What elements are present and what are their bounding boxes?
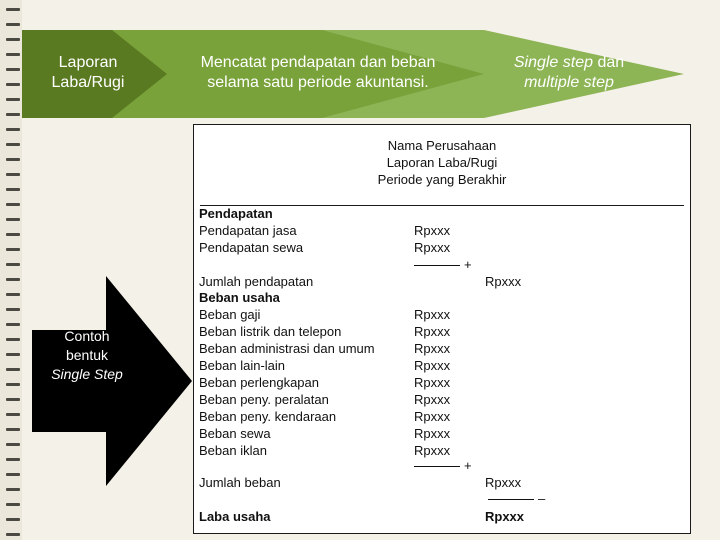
arrow-label: Contoh bentuk Single Step <box>51 328 123 382</box>
beban-item-label: Beban sewa <box>199 426 271 441</box>
pendapatan-item-label: Pendapatan sewa <box>199 240 304 255</box>
spine-mark <box>6 188 20 191</box>
spine-mark <box>6 458 20 461</box>
spine-mark <box>6 248 20 251</box>
beban-item-amount: Rpxxx <box>414 426 451 441</box>
spine-mark <box>6 518 20 521</box>
beban-item-amount: Rpxxx <box>414 443 451 458</box>
minus-sign: – <box>538 491 546 506</box>
sum-line <box>414 466 460 467</box>
spine-mark <box>6 368 20 371</box>
beban-item-label: Beban administrasi dan umum <box>199 341 375 356</box>
spine-mark <box>6 278 20 281</box>
beban-item-amount: Rpxxx <box>414 341 451 356</box>
beban-item-amount: Rpxxx <box>414 375 451 390</box>
spine-mark <box>6 203 20 206</box>
spine-mark <box>6 533 20 536</box>
income-statement <box>193 124 691 534</box>
step-3-label: Single step dan multiple step <box>513 54 625 91</box>
sum-line <box>414 265 460 266</box>
spine-mark <box>6 503 20 506</box>
spine-mark <box>6 293 20 296</box>
beban-item-amount: Rpxxx <box>414 324 451 339</box>
beban-item-label: Beban listrik dan telepon <box>199 324 342 339</box>
spine-mark <box>6 413 20 416</box>
jumlah-pendapatan-label: Jumlah pendapatan <box>199 274 314 289</box>
beban-item-amount: Rpxxx <box>414 392 451 407</box>
spine-mark <box>6 443 20 446</box>
beban-item-amount: Rpxxx <box>414 409 451 424</box>
spine-mark <box>6 83 20 86</box>
beban-item-amount: Rpxxx <box>414 307 451 322</box>
beban-item-label: Beban iklan <box>199 443 267 458</box>
spine-mark <box>6 383 20 386</box>
spine-mark <box>6 308 20 311</box>
beban-item-label: Beban lain-lain <box>199 358 286 373</box>
spine-mark <box>6 98 20 101</box>
jumlah-pendapatan-amount: Rpxxx <box>485 274 522 289</box>
laba-usaha-amount: Rpxxx <box>485 509 525 524</box>
statement-header: Nama Perusahaan Laporan Laba/Rugi Periode yang Berakhir <box>377 138 507 187</box>
spine-mark <box>6 353 20 356</box>
step-1-label: Laporan Laba/Rugi <box>51 54 125 91</box>
beban-item-amount: Rpxxx <box>414 358 451 373</box>
spine-mark <box>6 8 20 11</box>
plus-sign: + <box>464 458 472 473</box>
spine-mark <box>6 323 20 326</box>
spine-mark <box>6 23 20 26</box>
notebook-spine <box>0 0 22 540</box>
beban-item-label: Beban gaji <box>199 307 261 322</box>
spine-mark <box>6 398 20 401</box>
spine-mark <box>6 173 20 176</box>
spine-mark <box>6 158 20 161</box>
plus-sign: + <box>464 257 472 272</box>
laba-usaha-label: Laba usaha <box>199 509 271 524</box>
beban-item-label: Beban peny. peralatan <box>199 392 329 407</box>
spine-mark <box>6 428 20 431</box>
spine-mark <box>6 338 20 341</box>
spine-mark <box>6 128 20 131</box>
pendapatan-item-amount: Rpxxx <box>414 240 451 255</box>
spine-mark <box>6 263 20 266</box>
spine-mark <box>6 488 20 491</box>
jumlah-beban-label: Jumlah beban <box>199 475 281 490</box>
spine-mark <box>6 38 20 41</box>
spine-mark <box>6 143 20 146</box>
beban-item-label: Beban perlengkapan <box>199 375 319 390</box>
spine-mark <box>6 68 20 71</box>
jumlah-beban-amount: Rpxxx <box>485 475 522 490</box>
sum-line <box>488 499 534 500</box>
step-2-label: Mencatat pendapatan dan beban selama satu periode akuntansi. <box>200 54 436 91</box>
pendapatan-item-amount: Rpxxx <box>414 223 451 238</box>
spine-mark <box>6 233 20 236</box>
spine-mark <box>6 218 20 221</box>
beban-title: Beban usaha <box>199 290 280 305</box>
pendapatan-item-label: Pendapatan jasa <box>199 223 297 238</box>
spine-mark <box>6 53 20 56</box>
beban-item-label: Beban peny. kendaraan <box>199 409 337 424</box>
pendapatan-title: Pendapatan <box>199 206 273 221</box>
spine-mark <box>6 473 20 476</box>
spine-mark <box>6 113 20 116</box>
